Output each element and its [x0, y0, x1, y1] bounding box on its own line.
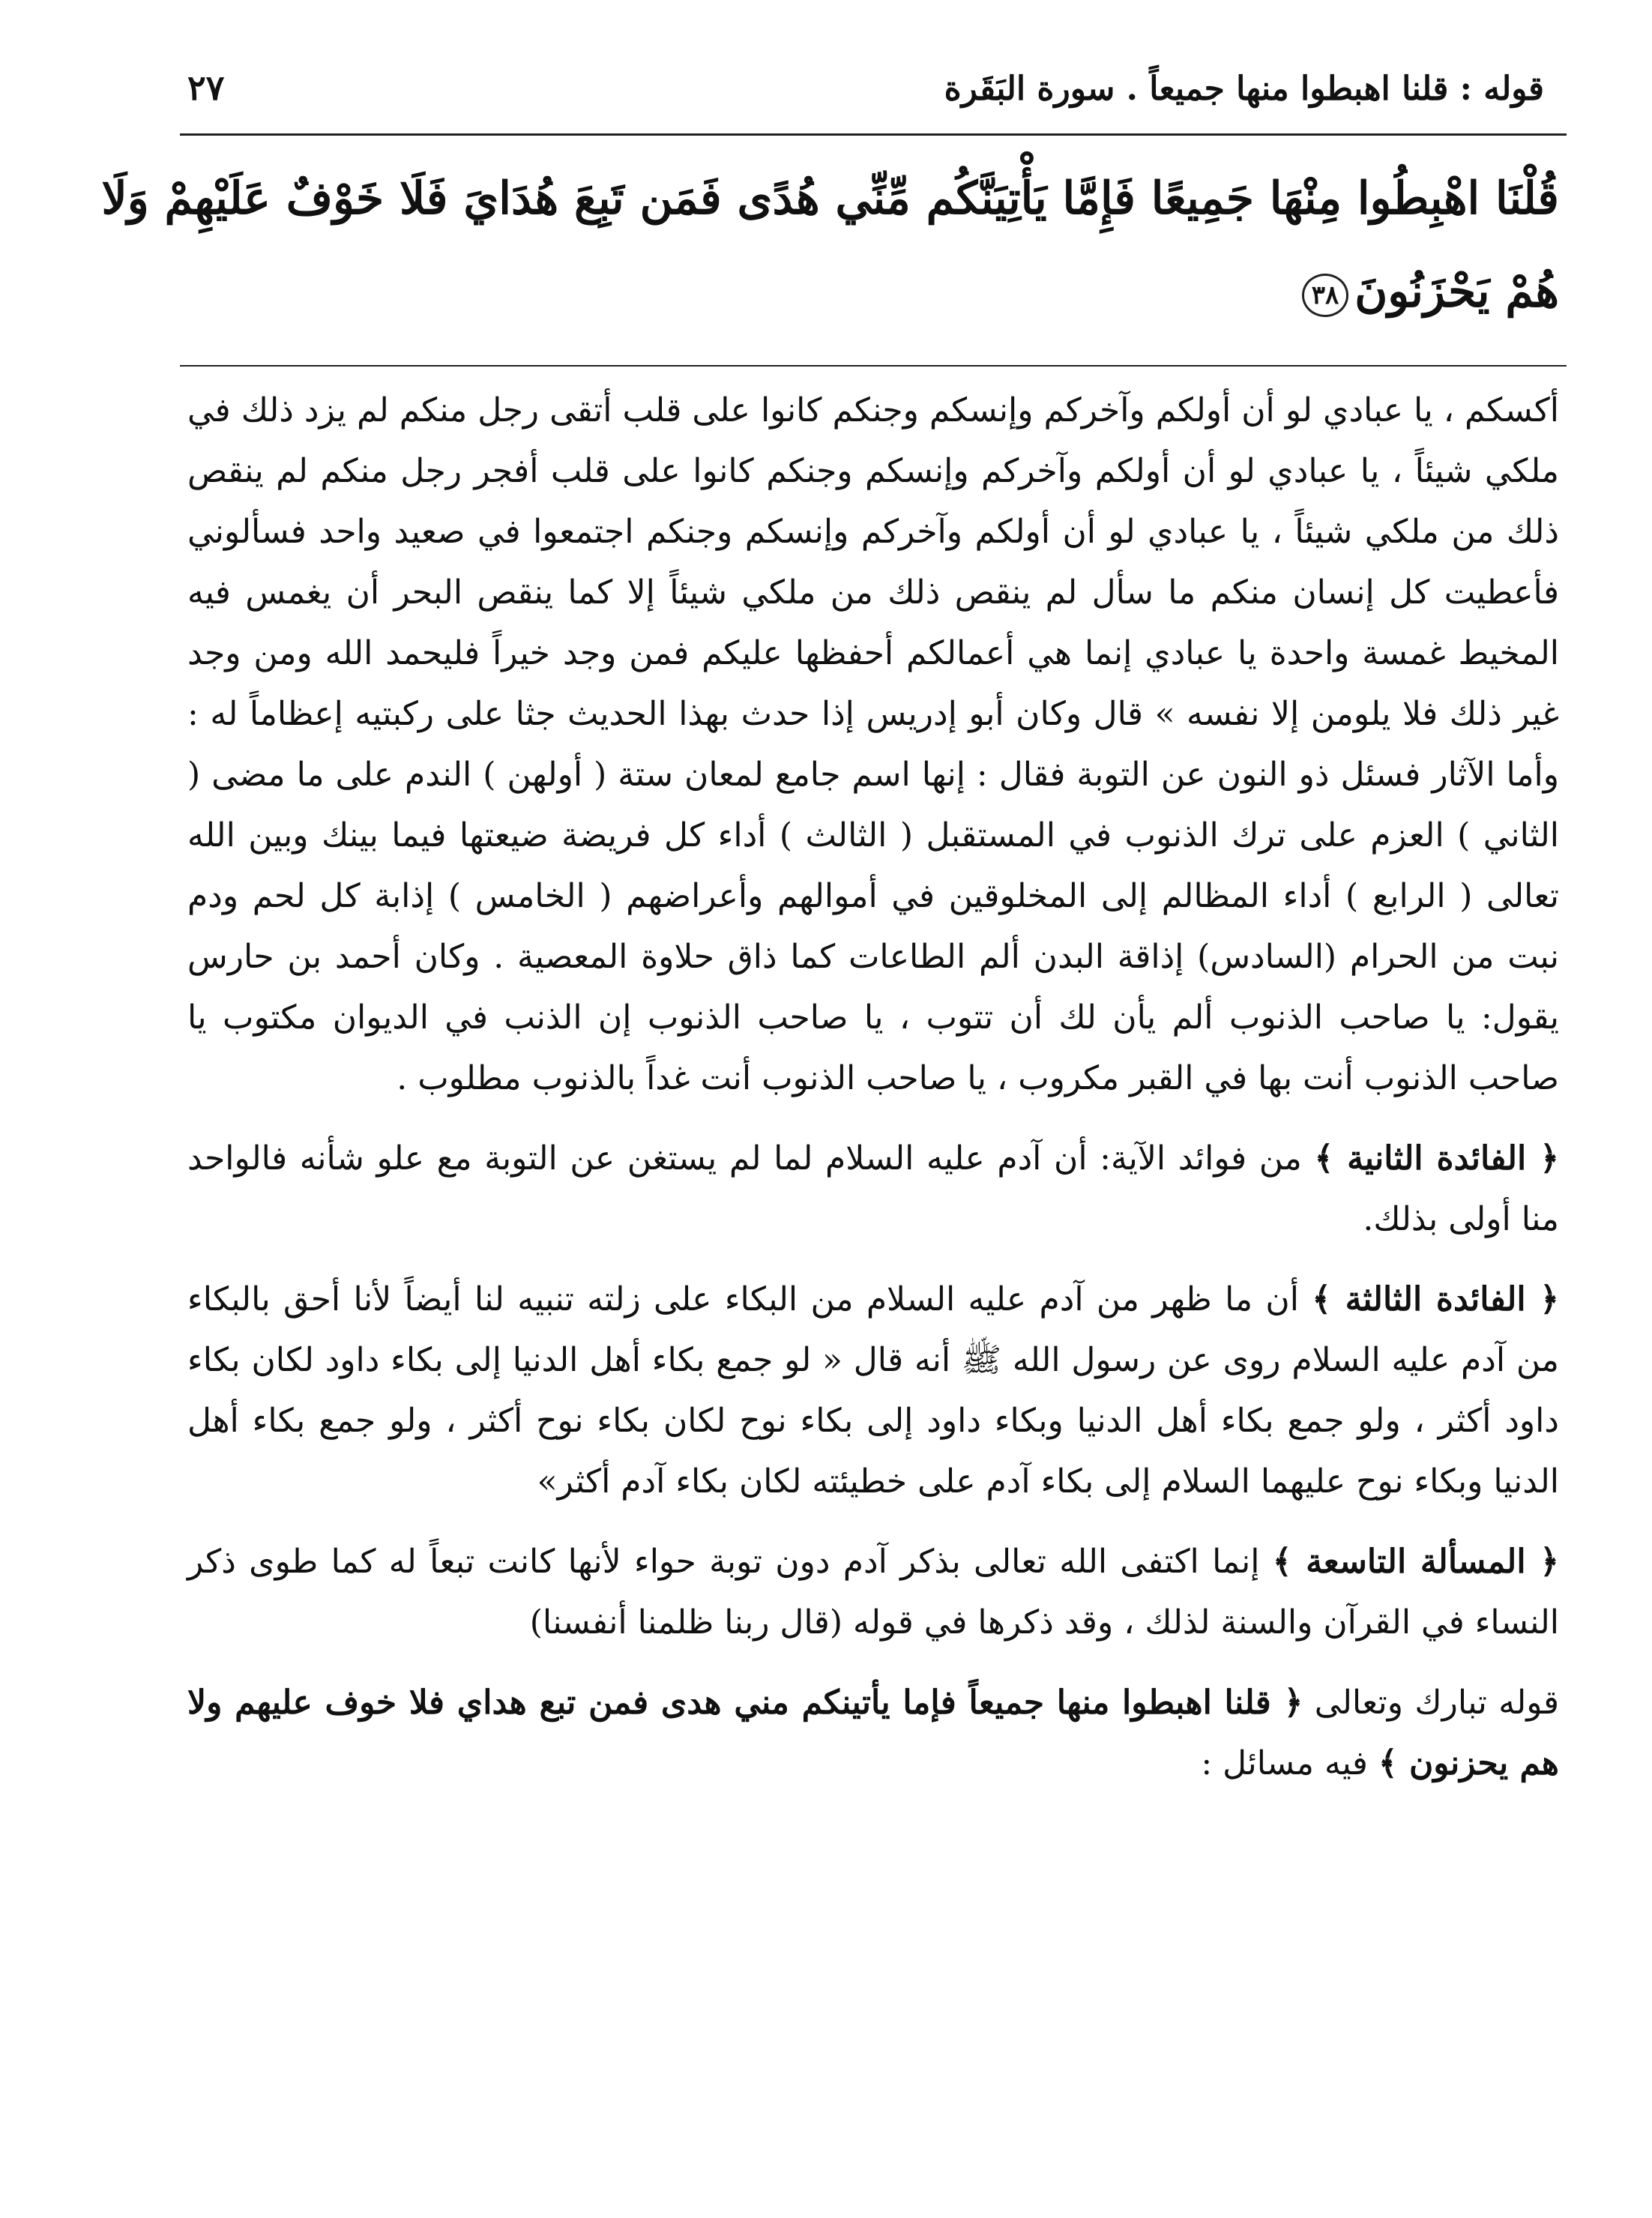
third-benefit-heading: ﴿ الفائدة الثالثة ﴾: [1312, 1280, 1560, 1319]
book-page: [101, 67, 1567, 2166]
verse-line-2: [187, 245, 1559, 338]
verse-line-2-text: هُمْ يَحْزَنُونَ: [1354, 265, 1559, 318]
second-benefit-heading: ﴿ الفائدة الثانية ﴾: [1314, 1139, 1559, 1178]
next-verse-intro: قوله تبارك وتعالى: [1314, 1684, 1559, 1722]
page-number: ٢٧: [187, 67, 225, 108]
paragraph-ninth-issue: [187, 1531, 1559, 1653]
ninth-issue-heading: ﴿ المسألة التاسعة ﴾: [1272, 1543, 1559, 1581]
third-benefit-body: أن ما ظهر من آدم عليه السلام من البكاء على زلته تنبيه لنا أيضاً لأنا أحق بالبكاء من آدم عليه السلام روى عن رسول الله ﷺ أنه قال « لو جمع بكاء أهل الدنيا إلى بكاء داود لكان بكاء داود أكثر ، ولو جمع بكاء أهل الدنيا وبكاء داود إلى بكاء نوح لكان بكاء نوح أكثر ، ولو جمع بكاء أهل الدنيا وبكاء نوح عليهما السلام إلى بكاء آدم على خطيئته لكان بكاء آدم أكثر»: [187, 1280, 1559, 1501]
running-header-title: قوله : قلنا اهبطوا منها جميعاً . سورة البَقَرة: [944, 70, 1544, 108]
paragraph-hadith: أكسكم ، يا عبادي لو أن أولكم وآخركم وإنسكم وجنكم كانوا على قلب أتقى رجل منكم لم يزد ذلك في ملكي شيئاً ، يا عبادي لو أن أولكم وآخركم وإنسكم وجنكم كانوا على قلب أفجر رجل منكم لم ينقص ذلك من ملكي شيئاً ، يا عبادي لو أن أولكم وآخركم وإنسكم وجنكم اجتمعوا في صعيد واحد فسألوني فأعطيت كل إنسان منكم ما سأل لم ينقص ذلك من ملكي شيئاً إلا كما ينقص البحر أن يغمس فيه المخيط غمسة واحدة يا عبادي إنما هي أعمالكم أحفظها عليكم فمن وجد خيراً فليحمد الله ومن وجد غير ذلك فلا يلومن إلا نفسه » قال وكان أبو إدريس إذا حدث بهذا الحديث جثا على ركبتيه إعظاماً له : وأما الآثار فسئل ذو النون عن التوبة فقال : إنها اسم جامع لمعان ستة ( أولهن ) الندم على ما مضى ( الثاني ) العزم على ترك الذنوب في المستقبل ( الثالث ) أداء كل فريضة ضيعتها فيما بينك وبين الله تعالى ( الرابع ) أداء المظالم إلى المخلوقين في أموالهم وأعراضهم ( الخامس ) إذابة كل لحم ودم نبت من الحرام (السادس) إذاقة البدن ألم الطاعات كما ذاق حلاوة المعصية . وكان أحمد بن حارس يقول: يا صاحب الذنوب ألم يأن لك أن تتوب ، يا صاحب الذنوب إن الذنب في الديوان مكتوب يا صاحب الذنوب أنت بها في القبر مكروب ، يا صاحب الذنوب أنت غداً بالذنوب مطلوب .: [187, 391, 1559, 1097]
verse-rule: [180, 365, 1567, 367]
next-verse-quote: ﴿ قلنا اهبطوا منها جميعاً فإما يأتينكم مني هدى فمن تبع هداي فلا خوف عليهم ولا هم يحزنون ﴾: [187, 1684, 1559, 1782]
ninth-issue-body: إنما اكتفى الله تعالى بذكر آدم دون توبة حواء لأنها كانت تبعاً له كما طوى ذكر النساء في القرآن والسنة لذلك ، وقد ذكرها في قوله (قال ربنا ظلمنا أنفسنا): [187, 1543, 1559, 1642]
commentary-text: [180, 380, 1567, 1794]
paragraph-next-verse: [187, 1672, 1559, 1794]
next-verse-tail: فيه مسائل :: [1201, 1744, 1368, 1782]
quran-verse-block: [101, 136, 1567, 359]
paragraph-third-benefit: [187, 1269, 1559, 1512]
second-benefit-body: من فوائد الآية: أن آدم عليه السلام لما لم يستغن عن التوبة مع علو شأنه فالواحد منا أولى بذلك.: [187, 1139, 1559, 1238]
verse-line-1: قُلْنَا اهْبِطُوا مِنْهَا جَمِيعًا فَإِمَّا يَأْتِيَنَّكُم مِّنِّي هُدًى فَمَن تَبِعَ هُدَايَ فَلَا خَوْفٌ عَلَيْهِمْ وَلَا: [101, 172, 1559, 225]
paragraph-second-benefit: [187, 1128, 1559, 1250]
running-header: [180, 67, 1567, 127]
ayah-number-marker: ٣٨: [1302, 274, 1349, 317]
